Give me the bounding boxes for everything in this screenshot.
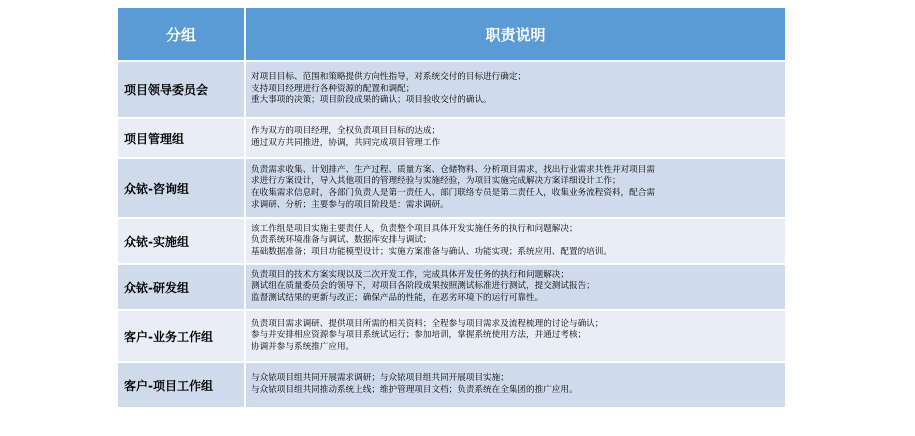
group-name: 客户-项目工作组 — [118, 363, 246, 409]
duty-line: 协调并参与系统推广应用。 — [251, 341, 355, 352]
group-name: 众铱-研发组 — [118, 265, 246, 311]
duty-line: 与众铱项目组共同开展需求调研；与众铱项目组共同开展项目实施； — [251, 373, 509, 384]
duty-line: 求进行方案设计，导入其他项目的管理经验与实施经验，为项目实施完成解决方案详细设计工作； — [251, 176, 621, 187]
table-body — [118, 62, 785, 409]
group-name: 众铱-实施组 — [118, 219, 246, 265]
table-header-row — [118, 8, 785, 62]
duty-line: 负责需求收集、计划排产、生产过程、质量方案、仓储物料、分析项目需求，找出行业需求共性并对项目需 — [251, 164, 655, 175]
header-group: 分组 — [118, 8, 246, 62]
duty-line: 通过双方共同推进，协调，共同完成项目管理工作 — [251, 138, 441, 148]
group-name: 项目管理组 — [118, 119, 246, 159]
duty-line: 重大事项的决策；项目阶段成果的确认；项目验收交付的确认。 — [251, 95, 492, 106]
duty-line: 测试组在质量委员会的领导下，对项目各阶段成果按照测试标准进行测试，提交测试报告； — [251, 281, 595, 292]
duty-line: 对项目目标、范围和策略提供方向性指导，对系统交付的目标进行确定； — [251, 72, 527, 83]
responsibility-table — [118, 8, 785, 409]
table-row — [118, 119, 785, 159]
table-row — [118, 219, 785, 265]
duty-line: 参与并安排相应资源参与项目系统试运行；参加培训，掌握系统使用方法，并通过考核； — [251, 330, 587, 341]
duty-description — [246, 311, 785, 363]
duty-line: 监督测试结果的更新与改正；确保产品的性能，在恶劣环境下的运行可靠性。 — [251, 292, 544, 303]
group-name: 项目领导委员会 — [118, 62, 246, 119]
table-row — [118, 265, 785, 311]
duty-line: 负责项目需求调研、提供项目所需的相关资料；全程参与项目需求及流程梳理的讨论与确认； — [251, 318, 604, 329]
duty-line: 作为双方的项目经理，全权负责项目目标的达成； — [251, 126, 441, 137]
duty-description — [246, 119, 785, 159]
table-row — [118, 62, 785, 119]
duty-description — [246, 265, 785, 311]
duty-line: 负责系统环境准备与调试、数据库安排与调试； — [251, 235, 432, 246]
duty-line: 支持项目经理进行各种资源的配置和调配； — [251, 83, 415, 94]
duty-description — [246, 62, 785, 119]
duty-line: 与众铱项目组共同推动系统上线；维护管理项目文档；负责系统在全集团的推广应用。 — [251, 385, 578, 395]
table-row — [118, 363, 785, 409]
duty-description — [246, 363, 785, 409]
duty-description — [246, 219, 785, 265]
responsibility-table-container — [118, 8, 785, 409]
duty-line: 负责项目的技术方案实现以及二次开发工作，完成具体开发任务的执行和问题解决； — [251, 269, 569, 280]
header-duty: 职责说明 — [246, 8, 785, 62]
group-name: 众铱-咨询组 — [118, 159, 246, 219]
duty-line: 该工作组是项目实施主要责任人，负责整个项目具体开发实施任务的执行和问题解决； — [251, 223, 578, 234]
table-row — [118, 159, 785, 219]
group-name: 客户-业务工作组 — [118, 311, 246, 363]
duty-line: 基础数据准备；项目功能模型设计；实施方案准备与确认、功能实现；系统应用、配置的培训。 — [251, 246, 612, 257]
duty-line: 在收集需求信息时，各部门负责人是第一责任人、部门联络专员是第二责任人，收集业务流程资料，配合需 — [251, 188, 655, 198]
duty-description — [246, 159, 785, 219]
table-row — [118, 311, 785, 363]
duty-line: 求调研、分析；主要参与的项目阶段是：需求调研。 — [251, 199, 449, 210]
